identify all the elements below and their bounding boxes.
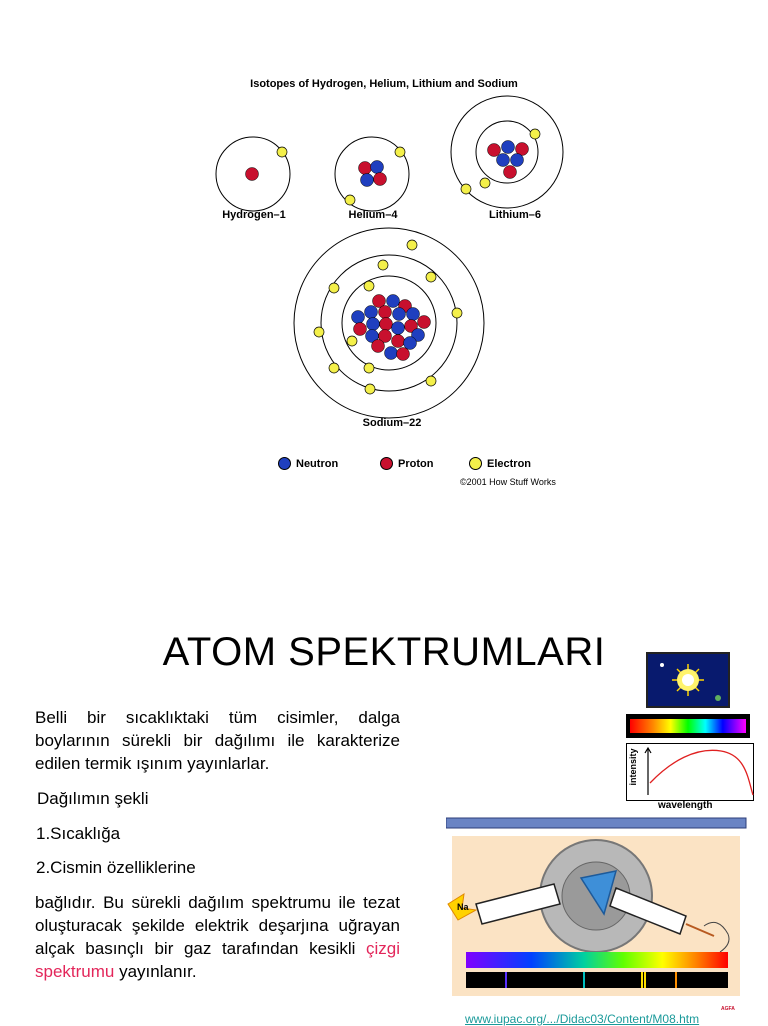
electron-swatch (469, 457, 482, 470)
legend-electron-label: Electron (487, 457, 532, 470)
hydrogen-proton (246, 168, 259, 181)
legend-neutron-label: Neutron (296, 457, 339, 470)
legend-proton-label: Proton (398, 457, 434, 470)
graph-xlabel: wavelength (658, 800, 713, 811)
continuous-spectrum (626, 714, 750, 738)
legend-neutron (278, 457, 338, 470)
sodium-nucleus (352, 295, 431, 361)
label-helium: Helium–4 (348, 209, 398, 221)
list-item-2: 2.Cismin özelliklerine (36, 858, 196, 877)
paragraph-2-end: yayınlanır. (114, 962, 197, 981)
legend-proton (380, 457, 433, 470)
legend-electron (469, 457, 531, 470)
sun-illustration (646, 652, 730, 708)
hydrogen-electron (277, 147, 287, 157)
source-link[interactable]: www.iupac.org/.../Didac03/Content/M08.htm (465, 1012, 700, 1026)
paragraph-2-text: bağlıdır. Bu sürekli dağılım spektrumu ile tezat oluşturacak şekilde elektrik deşarjına uğrayan alçak basınçlı bir gaz tarafından kesikli (35, 893, 400, 958)
label-hydrogen: Hydrogen–1 (222, 209, 286, 221)
figure-title: Isotopes of Hydrogen, Helium, Lithium and Sodium (250, 78, 518, 90)
neutron-swatch (278, 457, 291, 470)
graph-ylabel: intensity (628, 748, 638, 786)
brand-logo: AGFA (721, 1006, 735, 1012)
label-sodium: Sodium–22 (362, 417, 422, 429)
spectroscope-sample-label: Na (457, 902, 469, 912)
proton-swatch (380, 457, 393, 470)
isotope-diagram (0, 95, 768, 435)
highlight-term: çizgi spektrumu (35, 939, 400, 981)
spectroscope-illustration (446, 816, 748, 1008)
slide-title: ATOM SPEKTRUMLARI (162, 630, 606, 674)
paragraph-2 (35, 891, 400, 983)
figure-copyright: ©2001 How Stuff Works (460, 477, 556, 487)
paragraph-1: Belli bir sıcaklıktaki tüm cisimler, dalga boylarının sürekli bir dağılımı ile karakterize edilen termik ışınım yayınlarlar. (35, 708, 400, 773)
blackbody-graph (626, 743, 754, 803)
label-lithium: Lithium–6 (489, 209, 541, 221)
line-shape: Dağılımın şekli (37, 789, 149, 808)
list-item-1: 1.Sıcaklığa (36, 824, 121, 843)
